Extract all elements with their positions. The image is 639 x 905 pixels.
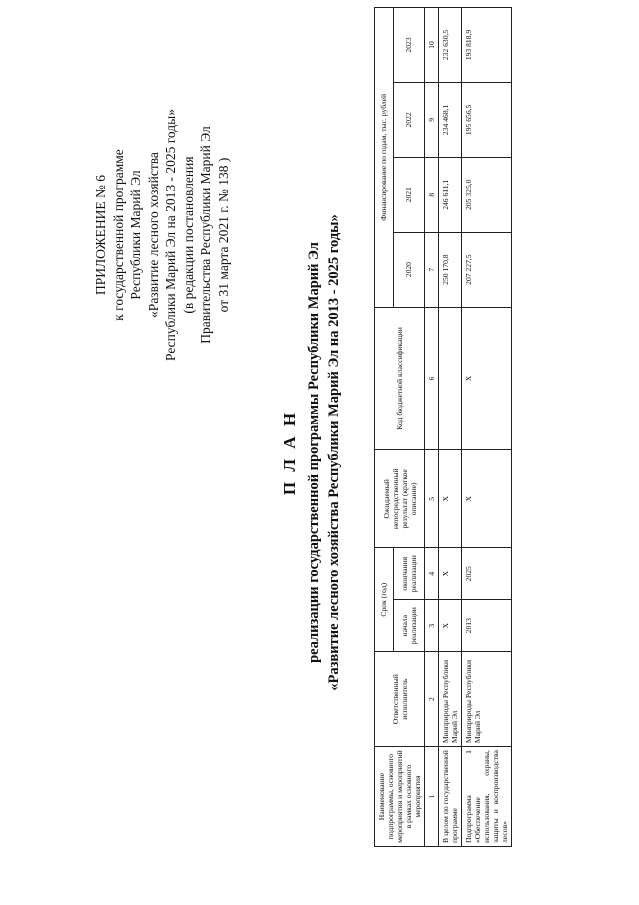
header-year-2021: 2021: [393, 157, 424, 232]
plan-heading: П Л А Н: [280, 409, 299, 496]
row-end: 2025: [462, 548, 512, 600]
column-number: 2: [425, 652, 439, 747]
row-kbk: [439, 307, 462, 450]
table-row: [462, 8, 512, 847]
table-row: [439, 8, 462, 847]
column-number: 1: [425, 747, 439, 847]
row-executor: Минприроды Республики Марий Эл: [439, 652, 462, 747]
column-number: 8: [425, 157, 439, 232]
column-number: 9: [425, 82, 439, 157]
annex-header: [92, 85, 232, 385]
row-result: Х: [462, 450, 512, 548]
row-end: Х: [439, 548, 462, 600]
annex-line: от 31 марта 2021 г. № 138 ): [215, 157, 231, 313]
row-2023: 193 818,9: [462, 8, 512, 83]
header-financing: Финансирование по годам, тыс. рублей: [375, 8, 394, 308]
header-result: Ожидаемый непосредственный результат (краткое описание): [375, 450, 425, 548]
row-2022: 195 656,5: [462, 82, 512, 157]
row-name: В целом по государственной программе: [439, 747, 462, 847]
header-year-2020: 2020: [393, 232, 424, 307]
row-name: Подпрограмма 1 «Обеспечение использования, охраны, защиты и воспроизводства лесов»: [462, 747, 512, 847]
row-2022: 234 468,1: [439, 82, 462, 157]
annex-line: Республики Марий Эл на 2013 - 2025 годы»: [163, 109, 178, 361]
row-start: 2013: [462, 600, 512, 652]
annex-line: (в редакции постановления: [180, 156, 196, 314]
column-number: 6: [425, 307, 439, 450]
plan-subtitle-line1: реализации государственной программы Республики Марий Эл: [306, 242, 322, 663]
column-number-row: [425, 8, 439, 847]
header-year-2022: 2022: [393, 82, 424, 157]
header-term-end: окончания реализации: [393, 548, 424, 600]
annex-line: «Развитие лесного хозяйства: [145, 152, 161, 318]
header-executor: Ответственный исполнитель: [375, 652, 425, 747]
row-result: Х: [439, 450, 462, 548]
header-kbk: Код бюджетной классификации: [375, 307, 425, 450]
column-number: 5: [425, 450, 439, 548]
annex-line: Правительства Республики Марий Эл: [198, 126, 213, 344]
column-number: 3: [425, 600, 439, 652]
row-kbk: Х: [462, 307, 512, 450]
column-number: 7: [425, 232, 439, 307]
header-year-2023: 2023: [393, 8, 424, 83]
plan-subtitle-line2: «Развитие лесного хозяйства Республики Марий Эл на 2013 - 2025 годы»: [326, 214, 342, 691]
header-term-start: начала реализации: [393, 600, 424, 652]
row-2020: 250 170,8: [439, 232, 462, 307]
row-start: Х: [439, 600, 462, 652]
row-2023: 232 630,5: [439, 8, 462, 83]
header-term: Срок (год): [375, 548, 394, 652]
column-number: 10: [425, 8, 439, 83]
row-2021: 246 611,1: [439, 157, 462, 232]
row-2020: 207 227,5: [462, 232, 512, 307]
plan-table: [374, 7, 512, 847]
annex-line: ПРИЛОЖЕНИЕ № 6: [93, 174, 108, 296]
row-executor: Минприроды Республики Марий Эл: [462, 652, 512, 747]
header-name: Наименование подпрограммы, основного мероприятия и мероприятий в рамках основного мероприятия: [375, 747, 425, 847]
column-number: 4: [425, 548, 439, 600]
annex-line: Республики Марий Эл: [128, 170, 143, 300]
annex-line: к государственной программе: [110, 149, 126, 321]
row-2021: 205 325,0: [462, 157, 512, 232]
